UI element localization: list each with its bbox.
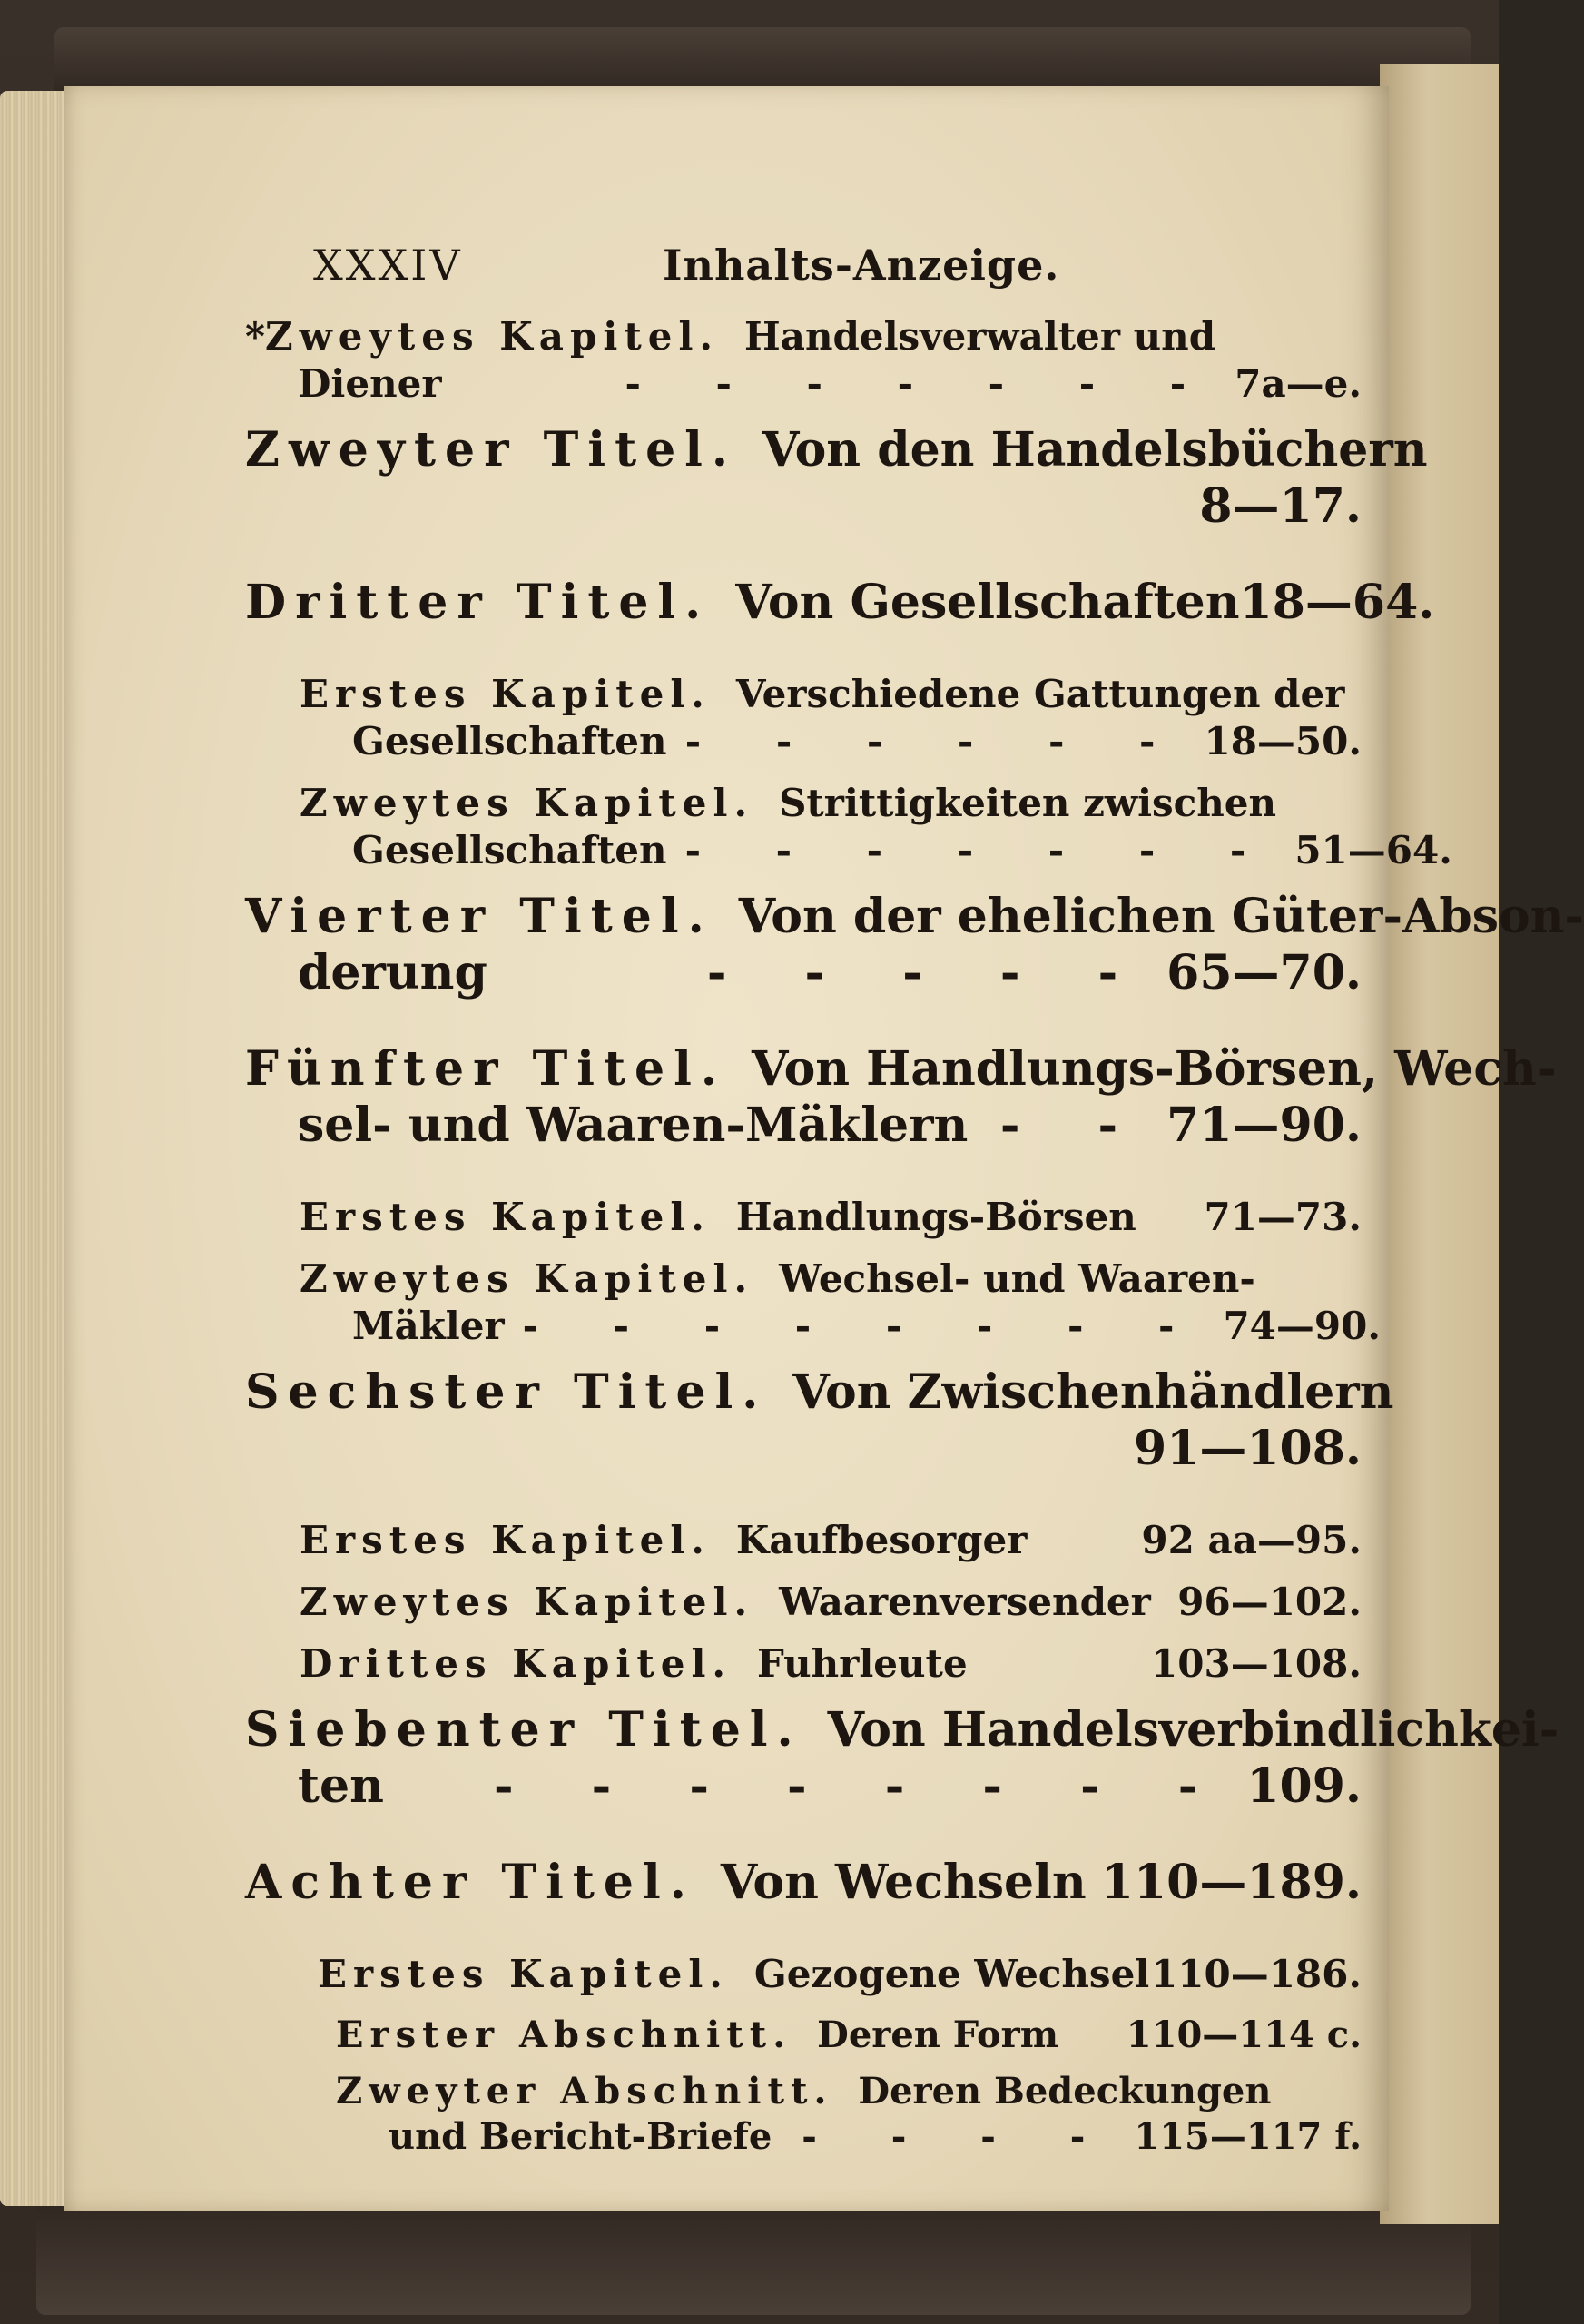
toc-title-continuation: Gesellschaften: [352, 828, 667, 872]
toc-leader-dashes: - -: [999, 1098, 1149, 1153]
toc-entry: [300, 1640, 1362, 1688]
toc-title: Verschiedene Gattungen der: [735, 672, 1345, 716]
toc-label: Zweytes Kapitel.: [264, 314, 720, 359]
toc-page-range: 109.: [1246, 1758, 1362, 1814]
toc-title: Von der ehelichen Güter-Abson-: [738, 889, 1584, 944]
page-number: XXXIV: [313, 241, 463, 290]
toc-entry: [300, 1256, 1381, 1350]
toc-label: Zweytes Kapitel.: [300, 1256, 754, 1301]
toc-page-range: 8—17.: [1199, 478, 1362, 534]
book-page: [64, 86, 1584, 2211]
toc-label: Erstes Kapitel.: [300, 1195, 711, 1239]
toc-label: Erstes Kapitel.: [318, 1952, 729, 1996]
toc-label: Zweyter Titel.: [245, 422, 738, 478]
table-of-contents: [245, 313, 1584, 2160]
toc-title: Von Handelsverbindlichkei-: [827, 1702, 1559, 1758]
toc-leader-dashes: - - - - -: [706, 945, 1149, 1000]
toc-page-range: 110—189.: [1100, 1855, 1362, 1910]
toc-title: Von den Handelsbüchern: [762, 422, 1428, 478]
toc-label: Vierter Titel.: [245, 889, 713, 944]
toc-title-continuation: derung: [298, 945, 487, 1000]
toc-title: Handlungs-Börsen: [735, 1195, 1136, 1239]
toc-title-continuation: und Bericht-Briefe: [389, 2115, 772, 2158]
toc-entry: [245, 313, 1362, 408]
toc-title: Wechsel- und Waaren-: [779, 1256, 1255, 1301]
toc-page-range: 71—73.: [1204, 1195, 1362, 1239]
toc-title: Deren Bedeckungen: [858, 2070, 1272, 2112]
toc-entry: [300, 1579, 1362, 1626]
toc-page-range: 51—64.: [1294, 828, 1452, 872]
toc-title: Von Zwischenhändlern: [792, 1364, 1394, 1420]
toc-entry: [300, 780, 1452, 874]
toc-entry: [245, 575, 1435, 631]
toc-title: Strittigkeiten zwischen: [779, 781, 1277, 825]
toc-page-range: 7a—e.: [1235, 361, 1362, 406]
toc-entry: [318, 1951, 1362, 1998]
toc-label: Achter Titel.: [245, 1855, 695, 1910]
toc-label: Drittes Kapitel.: [300, 1641, 733, 1686]
toc-page-range: 91—108.: [1133, 1421, 1362, 1476]
toc-title-continuation: Gesellschaften: [352, 719, 667, 763]
toc-entry: [300, 1517, 1362, 1564]
toc-title-continuation: Mäkler: [352, 1304, 505, 1348]
toc-title-continuation: ten: [298, 1758, 384, 1814]
toc-entry: [336, 2013, 1362, 2058]
toc-title: Gezogene Wechsel: [753, 1952, 1150, 1996]
toc-label: Zweytes Kapitel.: [300, 781, 754, 825]
toc-page-range: 92 aa—95.: [1141, 1518, 1362, 1562]
toc-title: Fuhrleute: [757, 1641, 968, 1686]
toc-page-range: 96—102.: [1177, 1580, 1362, 1624]
toc-entry: [245, 1041, 1557, 1154]
facing-page-edge: [1380, 64, 1499, 2224]
toc-title: Von Gesellschaften: [735, 575, 1240, 630]
toc-leader-dashes: - - - - - - - -: [493, 1758, 1229, 1814]
toc-label: Siebenter Titel.: [245, 1702, 802, 1758]
toc-label: Dritter Titel.: [245, 575, 711, 630]
running-head: Inhalts-Anzeige.: [663, 241, 1060, 290]
page-header: [245, 241, 1362, 313]
toc-page-range: 110—186.: [1151, 1952, 1362, 1996]
toc-page-range: 115—117 f.: [1134, 2115, 1362, 2158]
toc-leader-dashes: - - - - - -: [684, 719, 1186, 763]
toc-leader-dashes: - - - - - - -: [625, 361, 1217, 406]
toc-prefix-asterisk: *: [245, 314, 265, 359]
toc-title: Kaufbesorger: [735, 1518, 1028, 1562]
toc-title-continuation: Diener: [298, 361, 442, 406]
toc-leader-dashes: - - - - - - -: [684, 828, 1277, 872]
toc-title: Waarenversender: [779, 1580, 1151, 1624]
page-content: [245, 241, 1584, 2171]
toc-label: Fünfter Titel.: [245, 1041, 726, 1097]
toc-entry: [336, 2069, 1362, 2160]
toc-page-range: 18—50.: [1204, 719, 1362, 763]
toc-entry: [245, 889, 1584, 1001]
toc-page-range: 110—114 c.: [1126, 2014, 1362, 2056]
toc-leader-dashes: - - - - - - - -: [522, 1304, 1205, 1348]
toc-page-range: 18—64.: [1239, 575, 1435, 630]
toc-entry: [245, 1855, 1362, 1911]
toc-leader-dashes: - - - -: [802, 2115, 1117, 2158]
toc-entry: [245, 1702, 1559, 1815]
toc-title: Von Handlungs-Börsen, Wech-: [752, 1041, 1557, 1097]
toc-label: Zweytes Kapitel.: [300, 1580, 754, 1624]
toc-label: Erstes Kapitel.: [300, 672, 711, 716]
toc-page-range: 71—90.: [1166, 1098, 1362, 1153]
toc-entry: [300, 671, 1362, 765]
toc-label: Sechster Titel.: [245, 1364, 768, 1420]
toc-page-range: 74—90.: [1223, 1304, 1381, 1348]
toc-title: Deren Form: [817, 2014, 1059, 2056]
toc-title: Von Wechseln: [720, 1855, 1087, 1910]
toc-label: Zweyter Abschnitt.: [336, 2070, 833, 2112]
toc-title: Handelsverwalter und: [744, 314, 1216, 359]
toc-page-range: 103—108.: [1151, 1641, 1362, 1686]
toc-entry: [245, 1364, 1394, 1477]
toc-entry: [245, 422, 1428, 535]
toc-title-continuation: sel- und Waaren-Mäklern: [298, 1098, 969, 1153]
toc-label: Erstes Kapitel.: [300, 1518, 711, 1562]
toc-entry: [300, 1194, 1362, 1241]
toc-page-range: 65—70.: [1166, 945, 1362, 1000]
toc-label: Erster Abschnitt.: [336, 2014, 792, 2056]
